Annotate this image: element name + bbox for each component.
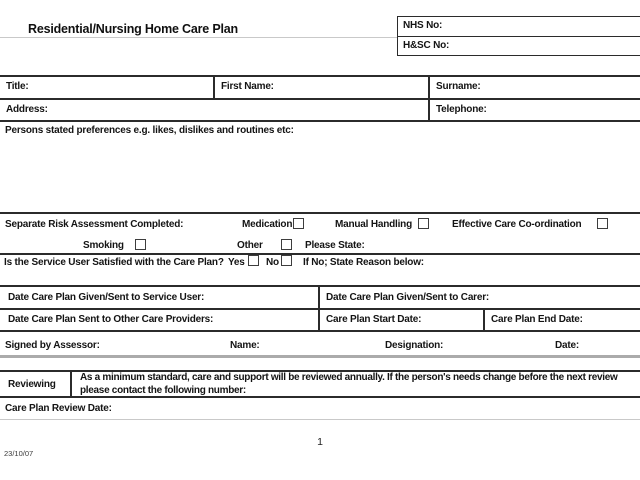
start-date-field[interactable]: [438, 309, 481, 329]
start-date-label: Care Plan Start Date:: [326, 314, 422, 325]
satisfied-question: Is the Service User Satisfied with the Care Plan?: [4, 257, 224, 268]
title-rule: [0, 37, 397, 38]
table-line: [70, 370, 72, 396]
date-given-carer-label: Date Care Plan Given/Sent to Carer:: [326, 292, 490, 303]
end-date-label: Care Plan End Date:: [491, 314, 583, 325]
surname-field[interactable]: [492, 76, 637, 97]
hsc-no-field[interactable]: [398, 37, 640, 56]
assessor-name-field[interactable]: [270, 336, 380, 353]
effective-care-checkbox[interactable]: [597, 218, 608, 229]
assessor-date-field[interactable]: [588, 336, 637, 353]
signed-by-assessor-label: Signed by Assessor:: [5, 340, 100, 351]
care-plan-review-date-field[interactable]: [130, 399, 637, 416]
table-line: [0, 212, 640, 214]
date-given-carer-field[interactable]: [520, 286, 637, 306]
title-label: Title:: [6, 81, 29, 92]
table-line: [213, 75, 215, 98]
section-divider: [0, 355, 640, 358]
other-label: Other: [237, 240, 263, 251]
first-name-label: First Name:: [221, 81, 274, 92]
title-field[interactable]: [45, 76, 210, 97]
hsc-no-label: H&SC No:: [403, 39, 450, 51]
address-label: Address:: [6, 104, 48, 115]
satisfied-no-checkbox[interactable]: [281, 255, 292, 266]
table-line: [318, 285, 320, 330]
reviewing-label: Reviewing: [8, 379, 56, 390]
end-date-field[interactable]: [598, 309, 637, 329]
preferences-label: Persons stated preferences e.g. likes, dislikes and routines etc:: [5, 125, 294, 136]
telephone-field[interactable]: [498, 99, 637, 119]
satisfied-yes-checkbox[interactable]: [248, 255, 259, 266]
medication-label: Medication: [242, 219, 293, 230]
nhs-no-field[interactable]: [398, 17, 640, 37]
reason-field[interactable]: [2, 269, 638, 284]
designation-label: Designation:: [385, 340, 444, 351]
preferences-field[interactable]: [2, 137, 638, 210]
date-sent-other-providers-label: Date Care Plan Sent to Other Care Providers:: [8, 314, 214, 325]
table-line: [428, 75, 430, 120]
table-line: [0, 120, 640, 122]
first-name-field[interactable]: [280, 76, 425, 97]
nhs-numbers-box: [397, 16, 640, 56]
form-title: Residential/Nursing Home Care Plan: [28, 22, 238, 36]
please-state-label: Please State:: [305, 240, 365, 251]
reviewing-statement: As a minimum standard, care and support will be reviewed annually. If the person's needs change before the next review please contact the following number:: [80, 372, 618, 396]
address-field[interactable]: [58, 99, 425, 119]
nhs-no-label: NHS No:: [403, 20, 443, 32]
effective-care-label: Effective Care Co-ordination: [452, 219, 582, 230]
if-no-label: If No; State Reason below:: [303, 257, 424, 268]
table-line: [0, 308, 640, 310]
manual-handling-checkbox[interactable]: [418, 218, 429, 229]
date-sent-other-providers-field[interactable]: [250, 309, 316, 329]
assessor-designation-field[interactable]: [452, 336, 550, 353]
footer-rule: [0, 419, 640, 420]
date-given-service-user-label: Date Care Plan Given/Sent to Service User:: [8, 292, 205, 303]
table-line: [0, 330, 640, 332]
table-line: [483, 308, 485, 330]
date-given-service-user-field[interactable]: [240, 286, 316, 306]
document-date: 23/10/07: [4, 449, 34, 458]
risk-heading: Separate Risk Assessment Completed:: [5, 219, 184, 230]
manual-handling-label: Manual Handling: [335, 219, 413, 230]
surname-label: Surname:: [436, 81, 481, 92]
name-label: Name:: [230, 340, 260, 351]
no-label: No: [266, 257, 279, 268]
care-plan-review-date-label: Care Plan Review Date:: [5, 403, 112, 414]
yes-label: Yes: [228, 257, 245, 268]
other-checkbox[interactable]: [281, 239, 292, 250]
please-state-field[interactable]: [380, 236, 637, 252]
telephone-label: Telephone:: [436, 104, 487, 115]
smoking-label: Smoking: [83, 240, 124, 251]
assessor-signature-field[interactable]: [120, 336, 225, 353]
page-number: 1: [317, 436, 323, 448]
table-line: [0, 253, 640, 255]
medication-checkbox[interactable]: [293, 218, 304, 229]
date-label: Date:: [555, 340, 580, 351]
smoking-checkbox[interactable]: [135, 239, 146, 250]
